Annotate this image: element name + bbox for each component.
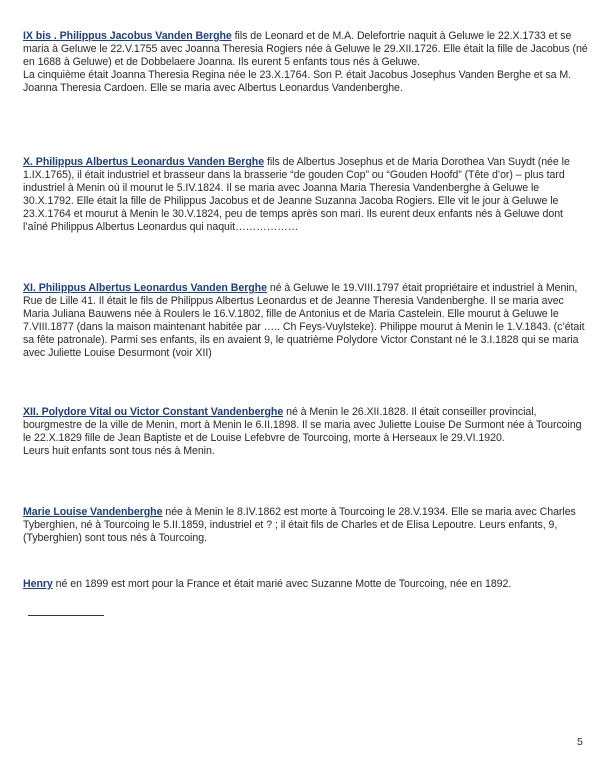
section-marie-louise-text: née à Menin le 8.IV.1862 est morte à Tourcoing le 28.V.1934. Elle se maria avec Charles Tyberghien, né à Tourcoing le 5.II.1859, industriel et ? ; il était fils de Charles et de Elisa Lepoutre. Leurs enfants, 9, (Tyberghien) sont tous nés à Tourcoing. [23, 506, 576, 545]
section-xii-name: XII. Polydore Vital ou Victor Constant Vandenberghe [23, 406, 284, 418]
section-xi-paragraph [23, 282, 588, 361]
section-xii-extra: Leurs huit enfants sont tous nés à Menin. [23, 445, 215, 458]
section-marie-louise-name: Marie Louise Vandenberghe [23, 506, 163, 518]
section-ix-bis-extra: La cinquième était Joanna Theresia Regina née le 23.X.1764. Son P. était Jacobus Josephus Vanden Berghe et sa M. Joanna Theresia Cardoen. Elle se maria avec Albertus Leonardus Vandenberghe. [23, 69, 572, 95]
page-number: 5 [577, 736, 583, 748]
section-x-text: fils de Albertus Josephus et de Maria Dorothea Van Suydt (née le 1.IX.1765), il était industriel et brasseur dans la brasserie “de gouden Cop” ou “Gouden Hoofd” (Tête d’or) – plus tard industriel à Menin où il mourut le 5.IV.1824. Il se maria avec Joanna Maria Theresia Vandenberghe à Geluwe le 30.X.1792. Elle était la fille de Philippus Jacobus et de Jeanne Suzanna Jacoba Rogiers. Elle vit le jour à Geluwe le 23.X.1764 et mourut à Menin le 30.V.1824, peu de temps après son mari. Ils eurent deux enfants nés à Geluwe dont l’aîné Philippus Albertus Leonardus qui naquit……………… [23, 156, 570, 234]
section-xi-name: XI. Philippus Albertus Leonardus Vanden Berghe [23, 282, 267, 294]
section-ix-bis-text: fils de Leonard et de M.A. Delefortrie naquit à Geluwe le 22.X.1733 et se maria à Geluwe le 22.V.1755 avec Joanna Theresia Rogiers née à Geluwe le 29.XII.1726. Elle était la fille de Jacobus (né en 1688 à Geluwe) et de Dobbelaere Joanna. Ils eurent 5 enfants tous nés à Geluwe. [23, 30, 588, 69]
section-henry [23, 578, 588, 591]
section-henry-paragraph [23, 578, 588, 591]
footnote-divider [28, 615, 104, 616]
section-henry-name: Henry [23, 578, 53, 590]
section-xii [23, 406, 588, 458]
section-marie-louise-paragraph [23, 506, 588, 545]
section-ix-bis-paragraph [23, 30, 588, 69]
section-x-name: X. Philippus Albertus Leonardus Vanden Berghe [23, 156, 265, 168]
section-marie-louise [23, 506, 588, 545]
section-xi-text: né à Geluwe le 19.VIII.1797 était propriétaire et industriel à Menin, Rue de Lille 41. Il était le fils de Philippus Albertus Leonardus et de Jeanne Theresia Vandenberghe. Il se maria avec Maria Juliana Bauwens née à Roulers le 16.V.1802, fille de Antonius et de Maria Castelein. Elle mourut à Geluwe le 7.VIII.1877 (dans la maison maintenant habitée par ….. Ch Feys-Vuylsteke). Philippe mourut à Menin le 1.V.1843. (c’était sa fête patronale). Parmi ses enfants, ils en avaient 9, le quatrième Polydore Victor Constant né le 3.I.1828 qui se maria avec Juliette Louise Desurmont (voir XII) [23, 282, 585, 360]
section-henry-text: né en 1899 est mort pour la France et était marié avec Suzanne Motte de Tourcoing, née en 1892. [52, 578, 512, 590]
section-ix-bis [23, 30, 588, 95]
section-xii-text: né à Menin le 26.XII.1828. Il était conseiller provincial, bourgmestre de la ville de Menin, mort à Menin le 6.II.1898. Il se maria avec Juliette Louise De Surmont née à Tourcoing le 22.X.1829 fille de Jean Baptiste et de Louise Lefebvre de Tourcoing, morte à Herseaux le 29.VI.1920. [23, 406, 582, 445]
section-x [23, 156, 588, 235]
section-x-paragraph [23, 156, 588, 235]
section-xi [23, 282, 588, 361]
section-xii-paragraph [23, 406, 588, 445]
section-ix-bis-name: IX bis . Philippus Jacobus Vanden Berghe [23, 30, 232, 42]
